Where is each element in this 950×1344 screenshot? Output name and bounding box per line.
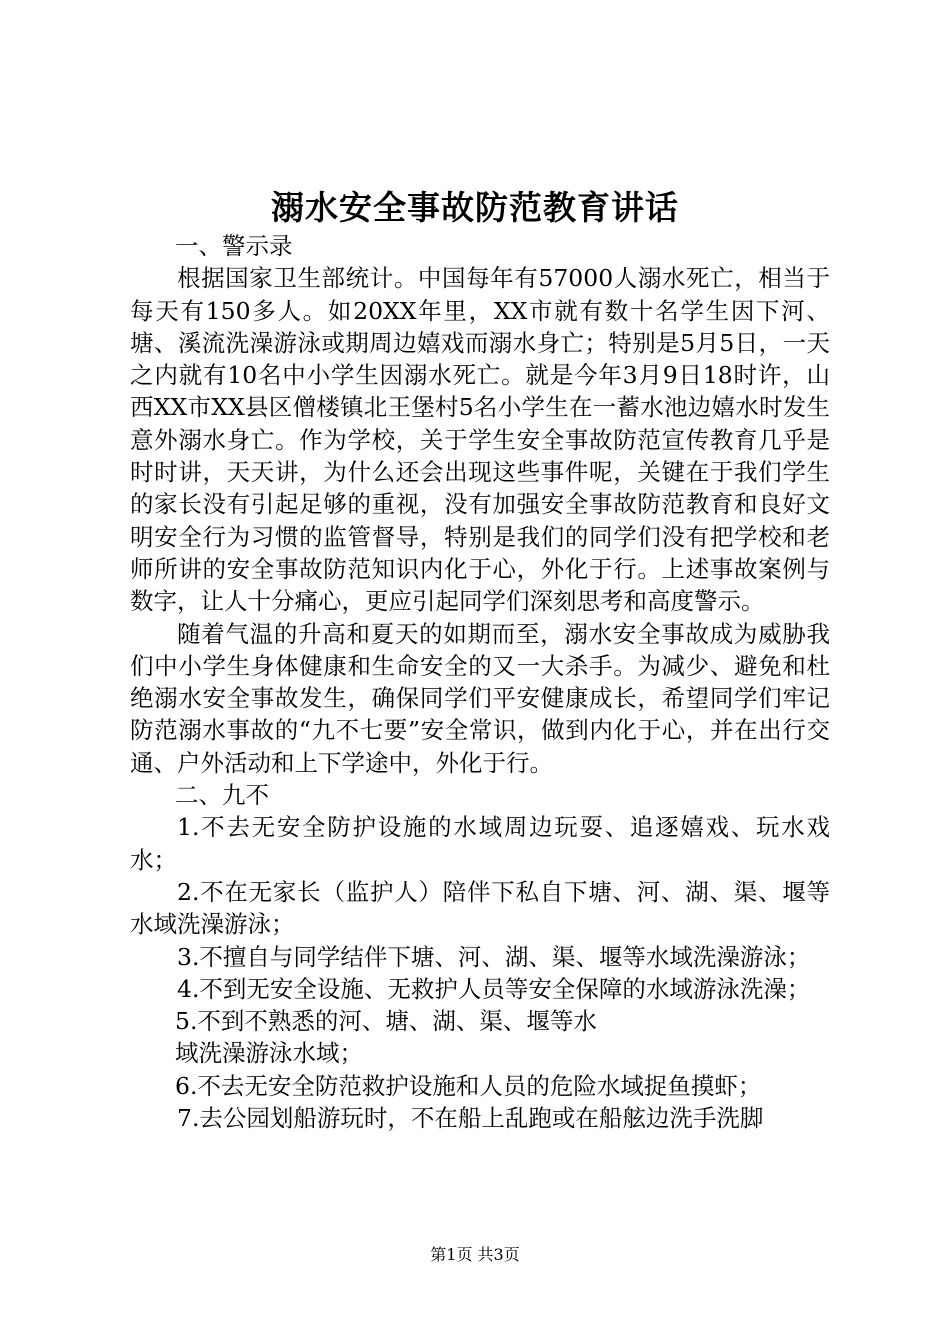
paragraph-summer-warning: 随着气温的升高和夏天的如期而至，溺水安全事故成为威胁我们中小学生身体健康和生命安全的又一大杀手。为减少、避免和杜绝溺水安全事故发生，确保同学们平安健康成长，希望同学们牢记防范溺水事故的“九不七要”安全常识，做到内化于心，并在出行交通、户外活动和上下学途中，外化于行。 [130, 619, 830, 777]
page-number-footer: 第1页 共3页 [430, 1245, 520, 1264]
document-body [130, 230, 830, 1134]
rule-item-7: 7.去公园划船游玩时，不在船上乱跑或在船舷边洗手洗脚 [177, 1104, 764, 1133]
rule-item-3: 3.不擅自与同学结伴下塘、河、湖、渠、堰等水域洗澡游泳； [177, 942, 811, 971]
rule-item-5-continued: 域洗澡游泳水域； [175, 1039, 363, 1068]
rule-item-6: 6.不去无安全防范救护设施和人员的危险水域捉鱼摸虾； [175, 1071, 762, 1100]
section-heading-warning: 一、警示录 [175, 232, 293, 260]
rule-item-4: 4.不到无安全设施、无救护人员等安全保障的水域游泳洗澡； [177, 974, 811, 1003]
section-heading-nine-nots: 二、九不 [175, 781, 269, 810]
document-title: 溺水安全事故防范教育讲话 [271, 188, 679, 227]
rule-item-5: 5.不到不熟悉的河、塘、湖、渠、堰等水 [175, 1007, 597, 1036]
paragraph-statistics: 根据国家卫生部统计。中国每年有57000人溺水死亡，相当于每天有150多人。如20XX年里，XX市就有数十名学生因下河、塘、溪流洗澡游泳或期周边嬉戏而溺水身亡；特别是5月5日，一天之内就有10名中小学生因溺水死亡。就是今年3月9日18时许，山西XX市XX县区僧楼镇北王堡村5名小学生在一蓄水池边嬉水时发生意外溺水身亡。作为学校，关于学生安全事故防范宣传教育几乎是时时讲，天天讲，为什么还会出现这些事件呢，关键在于我们学生的家长没有引起足够的重视，没有加强安全事故防范教育和良好文明安全行为习惯的监管督导，特别是我们的同学们没有把学校和老师所讲的安全事故防范知识内化于心，外化于行。上述事故案例与数字，让人十分痛心，更应引起同学们深刻思考和高度警示。 [130, 264, 830, 616]
rule-item-2: 2.不在无家长（监护人）陪伴下私自下塘、河、湖、渠、堰等水域洗澡游泳； [130, 877, 830, 939]
rule-item-1: 1.不去无安全防护设施的水域周边玩耍、追逐嬉戏、玩水戏水； [130, 813, 830, 874]
